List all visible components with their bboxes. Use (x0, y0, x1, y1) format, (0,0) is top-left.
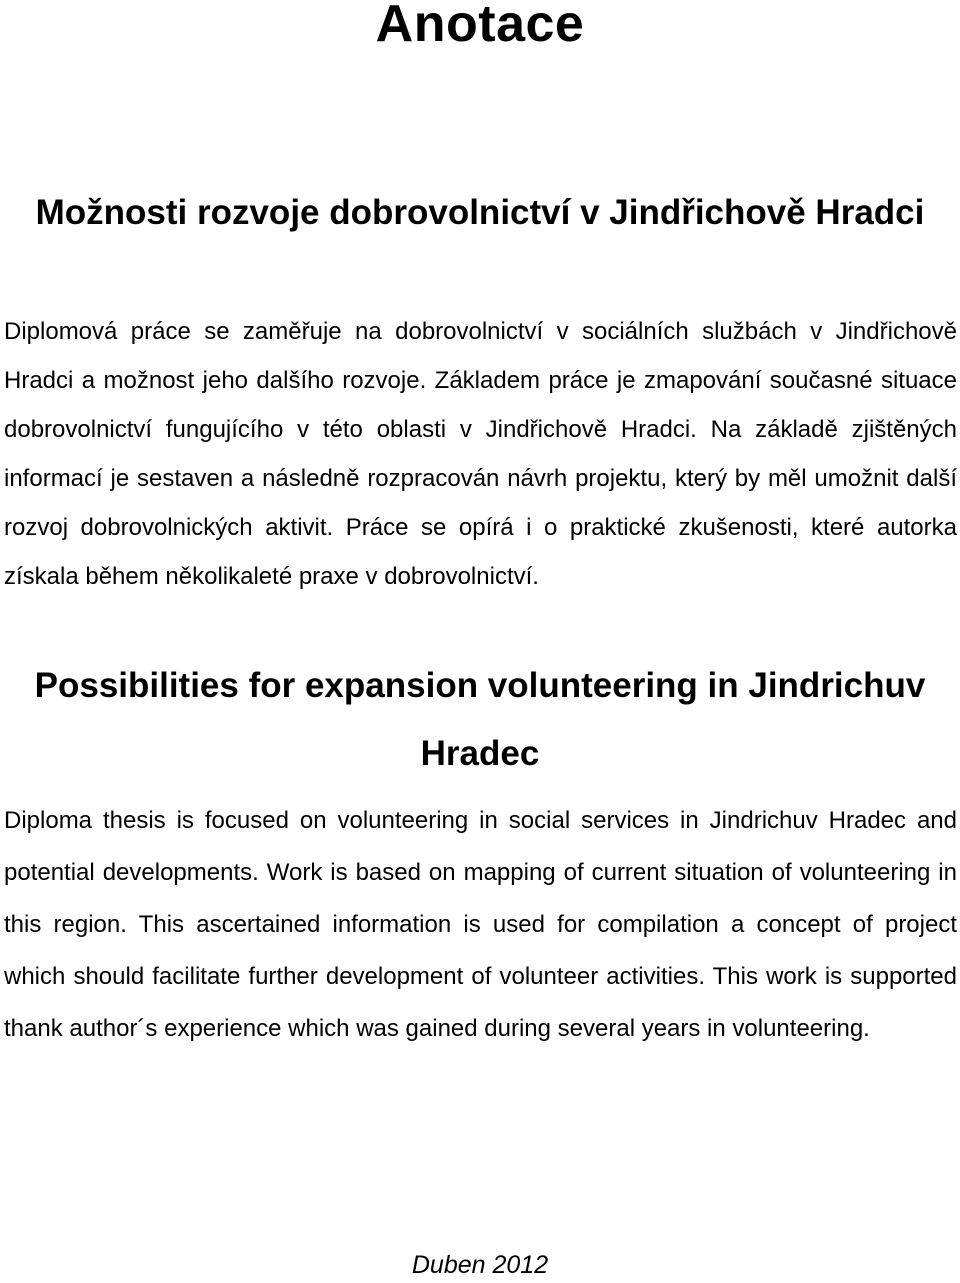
english-heading: Possibilities for expansion volunteering in Jindrichuv Hradec (34, 666, 926, 773)
document-date: Duben 2012 (411, 1251, 549, 1279)
english-abstract: Diploma thesis is focused on volunteering in social services in Jindrichuv Hradec and potential developments. Work is based on mapping of current situation of volunteering in this region. This ascertained information is used for compilation a concept of project which should facilitate further development of volunteer activities. This work is supported thank author´s experience which was gained during several years in volunteering. (4, 807, 957, 1042)
czech-abstract: Diplomová práce se zaměřuje na dobrovolnictví v sociálních službách v Jindřichově Hradci a možnost jeho dalšího rozvoje. Základem práce je zmapování současné situace dobrovolnictví fungujícího v této oblasti v Jindřichově Hradci. Na základě zjištěných informací je sestaven a následně rozpracován návrh projektu, který by měl umožnit další rozvoj dobrovolnických aktivit. Práce se opírá i o praktické zkušenosti, které autorka získala během několikaleté praxe v dobrovolnictví. (4, 318, 957, 590)
czech-heading: Možnosti rozvoje dobrovolnictví v Jindřichově Hradci (35, 193, 925, 232)
page-title: Anotace (375, 0, 585, 53)
